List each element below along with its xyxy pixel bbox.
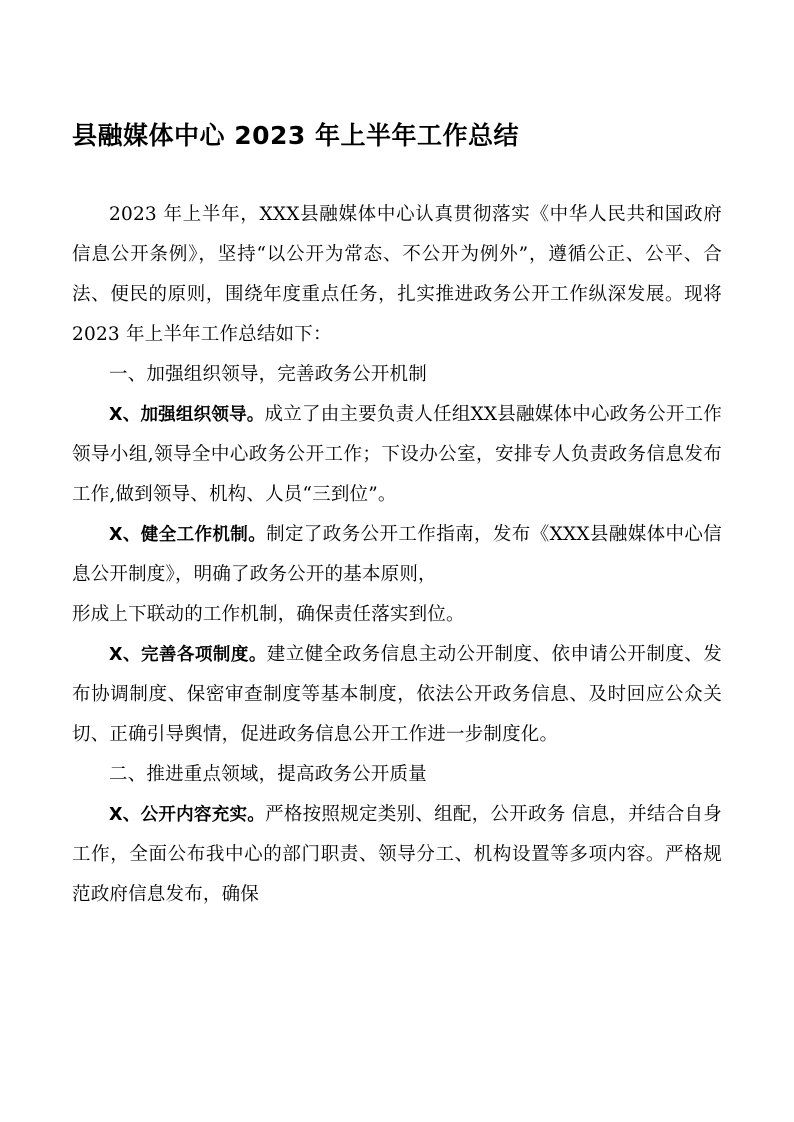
paragraph-item-1-2 — [72, 515, 722, 595]
paragraph-text: 一、加强组织领导，完善政务公开机制 — [109, 364, 427, 385]
paragraph-text: 建立健全政务信息主动公开制度、依申请公开制度、发布协调制度、保密审查制度等基本制度，依法公开政务信息、及时回应公众关切、正确引导舆情，促进政务信息公开工作进一步制度化。 — [72, 644, 722, 745]
paragraph-text: 严格按照规定类别、组配，公开政务 信息，并结合自身工作，全面公布我中心的部门职责、领导分工、机构设置等多项内容。严格规范政府信息发布，确保 — [72, 804, 722, 905]
paragraph-section-two — [72, 755, 722, 795]
paragraph-text: 二、推进重点领域，提高政务公开质量 — [109, 764, 427, 785]
paragraph-section-one — [72, 355, 722, 395]
paragraph-item-1-1 — [72, 395, 722, 515]
paragraph-lead: X、健全工作机制。 — [109, 525, 267, 545]
paragraph-lead: X、公开内容充实。 — [109, 805, 266, 825]
paragraph-intro — [72, 195, 722, 355]
page-title: 县融媒体中心 2023 年上半年工作总结 — [72, 121, 519, 150]
paragraph-item-1-3 — [72, 635, 722, 755]
paragraph-text: 形成上下联动的工作机制，确保责任落实到位。 — [72, 604, 465, 625]
paragraph-item-1-2-continued — [72, 595, 722, 635]
paragraph-lead: X、完善各项制度。 — [109, 645, 267, 665]
paragraph-lead: X、加强组织领导。 — [109, 405, 265, 425]
paragraph-text: 2023 年上半年，XXX县融媒体中心认真贯彻落实《中华人民共和国政府信息公开条例》，坚持“以公开为常态、不公开为例外”，遵循公正、公平、合法、便民的原则，围绕年度重点任务，扎实推进政务公开工作纵深发展。现将 2023 年上半年工作总结如下： — [72, 204, 722, 345]
paragraph-text: 制定了政务公开工作指南，发布《XXX县融媒体中心信息公开制度》，明确了政务公开的基本原则， — [72, 524, 722, 585]
paragraph-text: 成立了由主要负责人任组XX县融媒体中心政务公开工作领导小组,领导全中心政务公开工作；下设办公室，安排专人负责政务信息发布工作,做到领导、机构、人员“三到位”。 — [72, 404, 723, 505]
paragraph-item-2-1 — [72, 795, 722, 915]
